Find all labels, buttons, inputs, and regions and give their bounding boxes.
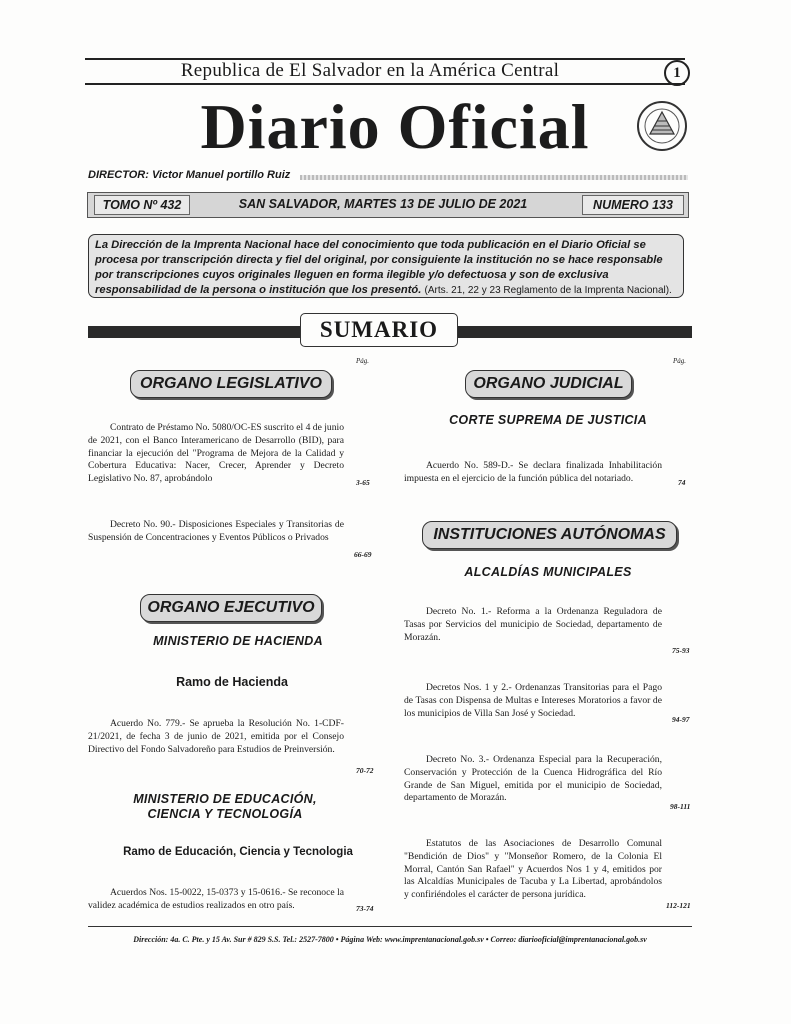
section-instituciones-autonomas: INSTITUCIONES AUTÓNOMAS: [422, 521, 677, 549]
entry-page: 112-121: [666, 901, 691, 910]
ministerio-educacion: MINISTERIO DE EDUCACIÓN, CIENCIA Y TECNOLOGÍA: [133, 792, 317, 821]
entry-alcaldia-2: Decretos Nos. 1 y 2.- Ordenanzas Transitorias para el Pago de Tasas con Dispensa de Multas e Intereses Moratorios a favor de los municipios de Villa San José y Sociedad.: [404, 682, 662, 719]
director-line: DIRECTOR: Victor Manuel portillo Ruiz: [88, 169, 291, 181]
alcaldias-municipales: ALCALDÍAS MUNICIPALES: [464, 565, 632, 579]
issue-info-bar: [87, 192, 689, 218]
entry-alcaldia-1: Decreto No. 1.- Reforma a la Ordenanza Reguladora de Tasas por Servicios del municipio de Sociedad, departamento de Morazán.: [404, 606, 662, 643]
entry-legislativo-2: Decreto No. 90.- Disposiciones Especiales y Transitorias de Suspensión de Concentraciones y Eventos Públicos o Privados: [88, 519, 344, 543]
entry-judicial: Acuerdo No. 589-D.- Se declara finalizada Inhabilitación impuesta en el ejercicio de la función pública del notariado.: [404, 460, 662, 484]
pag-label-left: Pág.: [356, 357, 370, 365]
masthead-title: Diario Oficial: [200, 91, 590, 162]
page-number: 1: [664, 60, 690, 86]
entry-page: 74: [678, 478, 686, 487]
numero-label: NUMERO 133: [582, 195, 684, 215]
ministerio-hacienda: MINISTERIO DE HACIENDA: [153, 634, 323, 648]
entry-legislativo-1: Contrato de Préstamo No. 5080/OC-ES suscrito el 4 de junio de 2021, con el Banco Interamericano de Desarrollo (BID), para financiar la ejecución del "Programa de Mejora de la Calidad y Cobertura Educativa: Nacer, Crecer, Aprender y Decreto Legislativo No. 87, aprobándolo: [88, 422, 344, 485]
pag-label-right: Pág.: [673, 357, 687, 365]
entry-alcaldia-4: Estatutos de las Asociaciones de Desarrollo Comunal "Bendición de Dios" y "Monseñor Romero, de la Colonia El Morral, Cantón San Rafael" y Acuerdos Nos 1 y 4, emitidos por las Alcaldías Municipales de Tacuba y La Libertad, aprobándolos y confiriéndoles el carácter de persona jurídica.: [404, 838, 662, 901]
entry-page: 75-93: [672, 646, 690, 655]
entry-educacion: Acuerdos Nos. 15-0022, 15-0373 y 15-0616.- Se reconoce la validez académica de estudios realizados en otro país.: [88, 887, 344, 911]
tomo-label: TOMO Nº 432: [94, 195, 190, 215]
ramo-educacion: Ramo de Educación, Ciencia y Tecnologia: [123, 846, 353, 858]
footer-contact: Dirección: 4a. C. Pte. y 15 Av. Sur # 829 S.S. Tel.: 2527-7800 • Página Web: www.imprentanacional.gob.sv • Correo: diariooficial@imprentanacional.gob.sv: [133, 935, 647, 944]
entry-page: 73-74: [356, 904, 374, 913]
issue-date: SAN SALVADOR, MARTES 13 DE JULIO DE 2021: [238, 197, 528, 211]
publication-notice: [88, 234, 684, 298]
republica-line: Republica de El Salvador en la América Central: [180, 60, 560, 81]
footer-rule: [88, 926, 692, 927]
section-organo-ejecutivo: ORGANO EJECUTIVO: [140, 594, 322, 622]
corte-suprema: CORTE SUPREMA DE JUSTICIA: [449, 413, 647, 427]
sumario-heading: SUMARIO: [300, 313, 458, 347]
entry-page: 98-111: [670, 802, 691, 811]
section-organo-judicial: ORGANO JUDICIAL: [465, 370, 632, 398]
entry-page: 94-97: [672, 715, 690, 724]
notice-text: La Dirección de la Imprenta Nacional hace del conocimiento que toda publicación en el Diario Oficial se procesa por transcripción directa y fiel del original, por consiguiente la institución no se hace responsable por transcripciones cuyos originales lleguen en forma ilegible y/o defectuosa y son de exclusiva responsabilidad de la persona o institución que los presentó.: [95, 239, 663, 296]
entry-hacienda: Acuerdo No. 779.- Se aprueba la Resolución No. 1-CDF-21/2021, de fecha 3 de junio de 2021, emitida por el Consejo Directivo del Fondo Salvadoreño para Estudios de Preinversión.: [88, 718, 344, 755]
ramo-hacienda: Ramo de Hacienda: [176, 675, 288, 689]
director-rule: [300, 175, 688, 180]
notice-reference: (Arts. 21, 22 y 23 Reglamento de la Imprenta Nacional).: [424, 285, 672, 296]
entry-alcaldia-3: Decreto No. 3.- Ordenanza Especial para la Recuperación, Conservación y Protección de la Cuenca Hidrográfica del Río Grande de San Miguel, emitida por el municipio de Sociedad, departamento de Morazán.: [404, 754, 662, 804]
coat-of-arms-icon: [636, 100, 688, 152]
entry-page: 70-72: [356, 766, 374, 775]
section-organo-legislativo: ORGANO LEGISLATIVO: [130, 370, 332, 398]
entry-page: 66-69: [354, 550, 372, 559]
entry-page: 3-65: [356, 478, 370, 487]
header-bottom-rule: [85, 83, 685, 85]
